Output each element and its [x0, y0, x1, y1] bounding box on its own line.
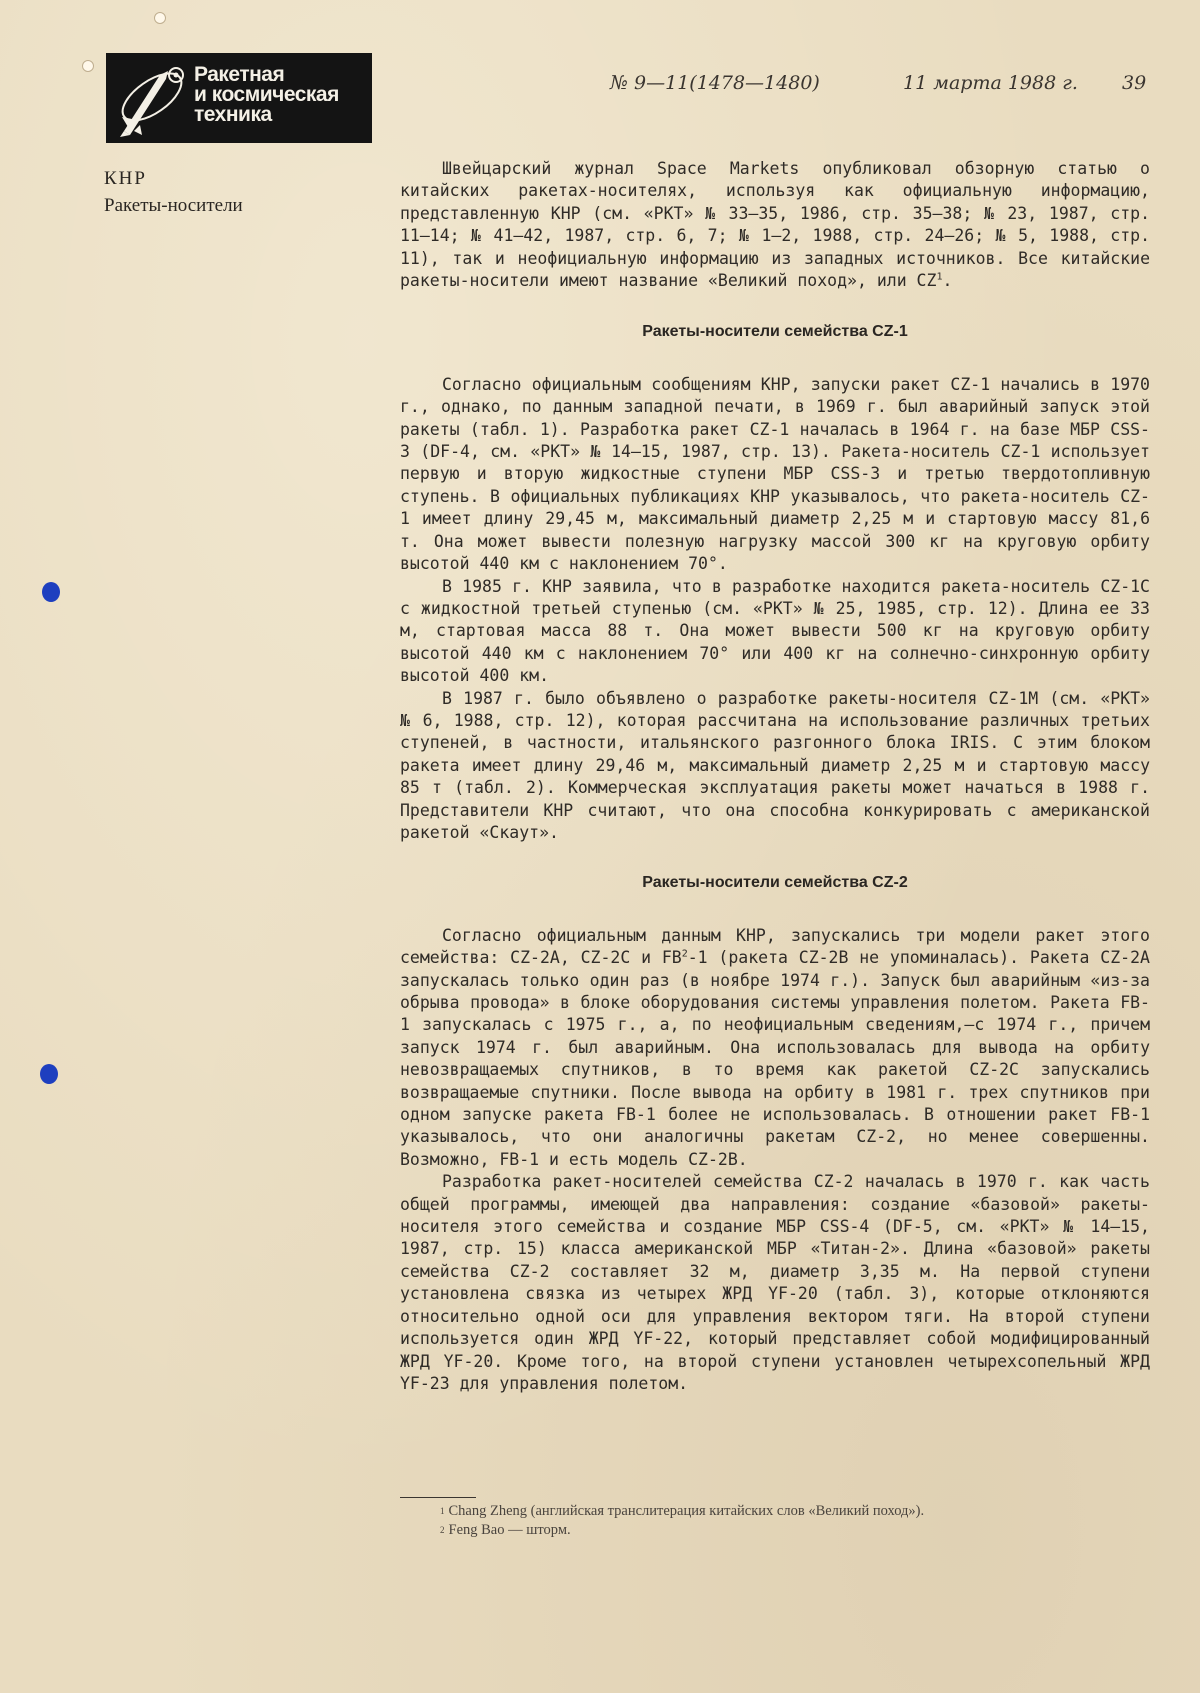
logo-line: Ракетная: [194, 63, 285, 86]
cz1-paragraph-2: В 1985 г. КНР заявила, что в разработке находится ракета-носитель CZ-1C с жидкостной третьей ступенью (см. «РКТ» № 25, 1985, стр. 12). Длина ее 33 м, стартовая масса 88 т. Она может вывести 500 кг на круговую орбиту высотой 440 км с наклонением 70° или 400 кг на солнечно-синхронную орбиту высотой 400 км.: [400, 576, 1150, 686]
blue-ink-dot: [42, 582, 60, 602]
intro-paragraph: [400, 158, 1150, 292]
punch-hole: [82, 60, 94, 72]
journal-logo: [106, 53, 372, 143]
cz1-paragraph-3: В 1987 г. было объявлено о разработке ракеты-носителя CZ-1M (см. «РКТ» № 6, 1988, стр. 12), которая рассчитана на использование различных третьих ступеней, в частности, итальянского разгонного блока IRIS. С этим блоком ракета имеет длину 29,46 м, максимальный диаметр 2,25 м и стартовую массу 85 т (табл. 2). Коммерческая эксплуатация ракеты может начаться в 1988 г. Представители КНР считают, что она способна конкурировать с американской ракетой «Скаут».: [400, 688, 1150, 842]
logo-line: техника: [194, 103, 272, 126]
cz2-p1-text-b: -1 (ракета CZ-2B не упоминалась). Ракета CZ-2A запускалась только один раз (в ноябре 1974 г.). Запуск был аварийным «из-за обрыва провода» в блоке оборудования системы управления полетом. Ракета FB-1 запускалась с 1975 г., а, по неофициальным сведениям,—с 1974 г., причем запуск 1974 г. был аварийным. Она использовалась для вывода на орбиту невозвращаемых спутников, в то время как ракетой CZ-2C запускались возвращаемые спутники. После вывода на орбиту в 1981 г. трех спутников при одном запуске ракета FB-1 более не использовалась. В отношении ракет FB-1 указывалось, что они аналогичны ракетам CZ-2, но менее совершенны. Возможно, FB-1 и есть модель CZ-2B.: [400, 948, 1150, 1169]
section-heading-cz2: Ракеты-носители семейства CZ-2: [642, 874, 908, 892]
issue-date: 11 марта 1988 г.: [903, 72, 1078, 94]
sidebar-country: КНР: [104, 168, 147, 189]
footnote-divider: [400, 1497, 476, 1498]
footnote-ref: 2: [681, 948, 688, 960]
intro-text: Швейцарский журнал Space Markets опубликовал обзорную статью о китайских ракетах-носителях, используя как официальную информацию, представленную КНР (см. «РКТ» № 33—35, 1986, стр. 35—38; № 23, 1987, стр. 11—14; № 41—42, 1987, стр. 6, 7; № 1—2, 1988, стр. 24—26; № 5, 1988, стр. 11), так и неофициальную информацию из западных источников. Все китайские ракеты-носители имеют название «Великий поход», или CZ: [400, 159, 1150, 291]
rocket-emblem-icon: [110, 57, 192, 139]
footnote-text: Chang Zheng (английская транслитерация китайских слов «Великий поход»).: [448, 1503, 925, 1519]
cz2-paragraph-2: Разработка ракет-носителей семейства CZ-2 началась в 1970 г. как часть общей программы, имеющей два направления: создание «базовой» ракеты-носителя этого семейства и создание МБР CSS-4 (DF-5, см. «РКТ» № 14—15, 1987, стр. 15) класса американской МБР «Титан-2». Длина «базовой» ракеты семейства CZ-2 составляет 32 м, диаметр 3,35 м. На первой ступени установлена связка из четырех ЖРД YF-20 (табл. 3), которые отклоняются относительно одной оси для управления вектором тяги. На второй ступени используется один ЖРД YF-22, который представляет собой модифицированный ЖРД YF-20. Кроме того, на второй ступени установлен четырехсопельный ЖРД YF-23 для управления полетом.: [400, 1172, 1150, 1393]
cz1-paragraph-1: Согласно официальным сообщениям КНР, запуски ракет CZ-1 начались в 1970 г., однако, по данным западной печати, в 1969 г. был аварийный запуск этой ракеты (табл. 1). Разработка ракет CZ-1 началась в 1964 г. на базе МБР CSS-3 (DF-4, см. «РКТ» № 14—15, 1987, стр. 13). Ракета-носитель CZ-1 использует первую и вторую жидкостные ступени МБР CSS-3 и третью твердотопливную ступень. В официальных публикациях КНР указывалось, что ракета-носитель CZ-1 имеет длину 29,45 м, максимальный диаметр 2,25 м и стартовую массу 81,6 т. Она может вывести полезную нагрузку массой 300 кг на круговую орбиту высотой 440 км с наклонением 70°.: [400, 374, 1150, 574]
logo-text: [194, 65, 339, 125]
issue-number: № 9—11(1478—1480): [610, 72, 820, 94]
footnote-number: 1: [440, 1506, 445, 1516]
cz2-p1-text-a: Согласно официальным данным КНР, запускались три модели ракет этого семейства: CZ-2A, CZ-2C и FB: [400, 925, 1150, 968]
footnote-text: Feng Bao — шторм.: [448, 1522, 571, 1538]
blue-ink-dot: [40, 1064, 58, 1084]
footnote: [440, 1502, 1150, 1521]
cz2-paragraph-1: [400, 925, 1150, 1171]
intro-end: .: [942, 271, 953, 291]
footnote: [440, 1521, 1150, 1540]
issue-header: [610, 72, 1150, 102]
article-body: [400, 158, 1150, 1395]
logo-line: и космическая: [194, 83, 339, 106]
sidebar-topic: Ракеты-носители: [104, 195, 243, 216]
section-heading-cz1: Ракеты-носители семейства CZ-1: [642, 323, 908, 341]
footnote-number: 2: [440, 1525, 445, 1535]
page-number: 39: [1122, 72, 1147, 94]
footnote-ref: 1: [936, 271, 943, 283]
footnotes: [440, 1502, 1150, 1540]
punch-hole: [154, 12, 166, 24]
